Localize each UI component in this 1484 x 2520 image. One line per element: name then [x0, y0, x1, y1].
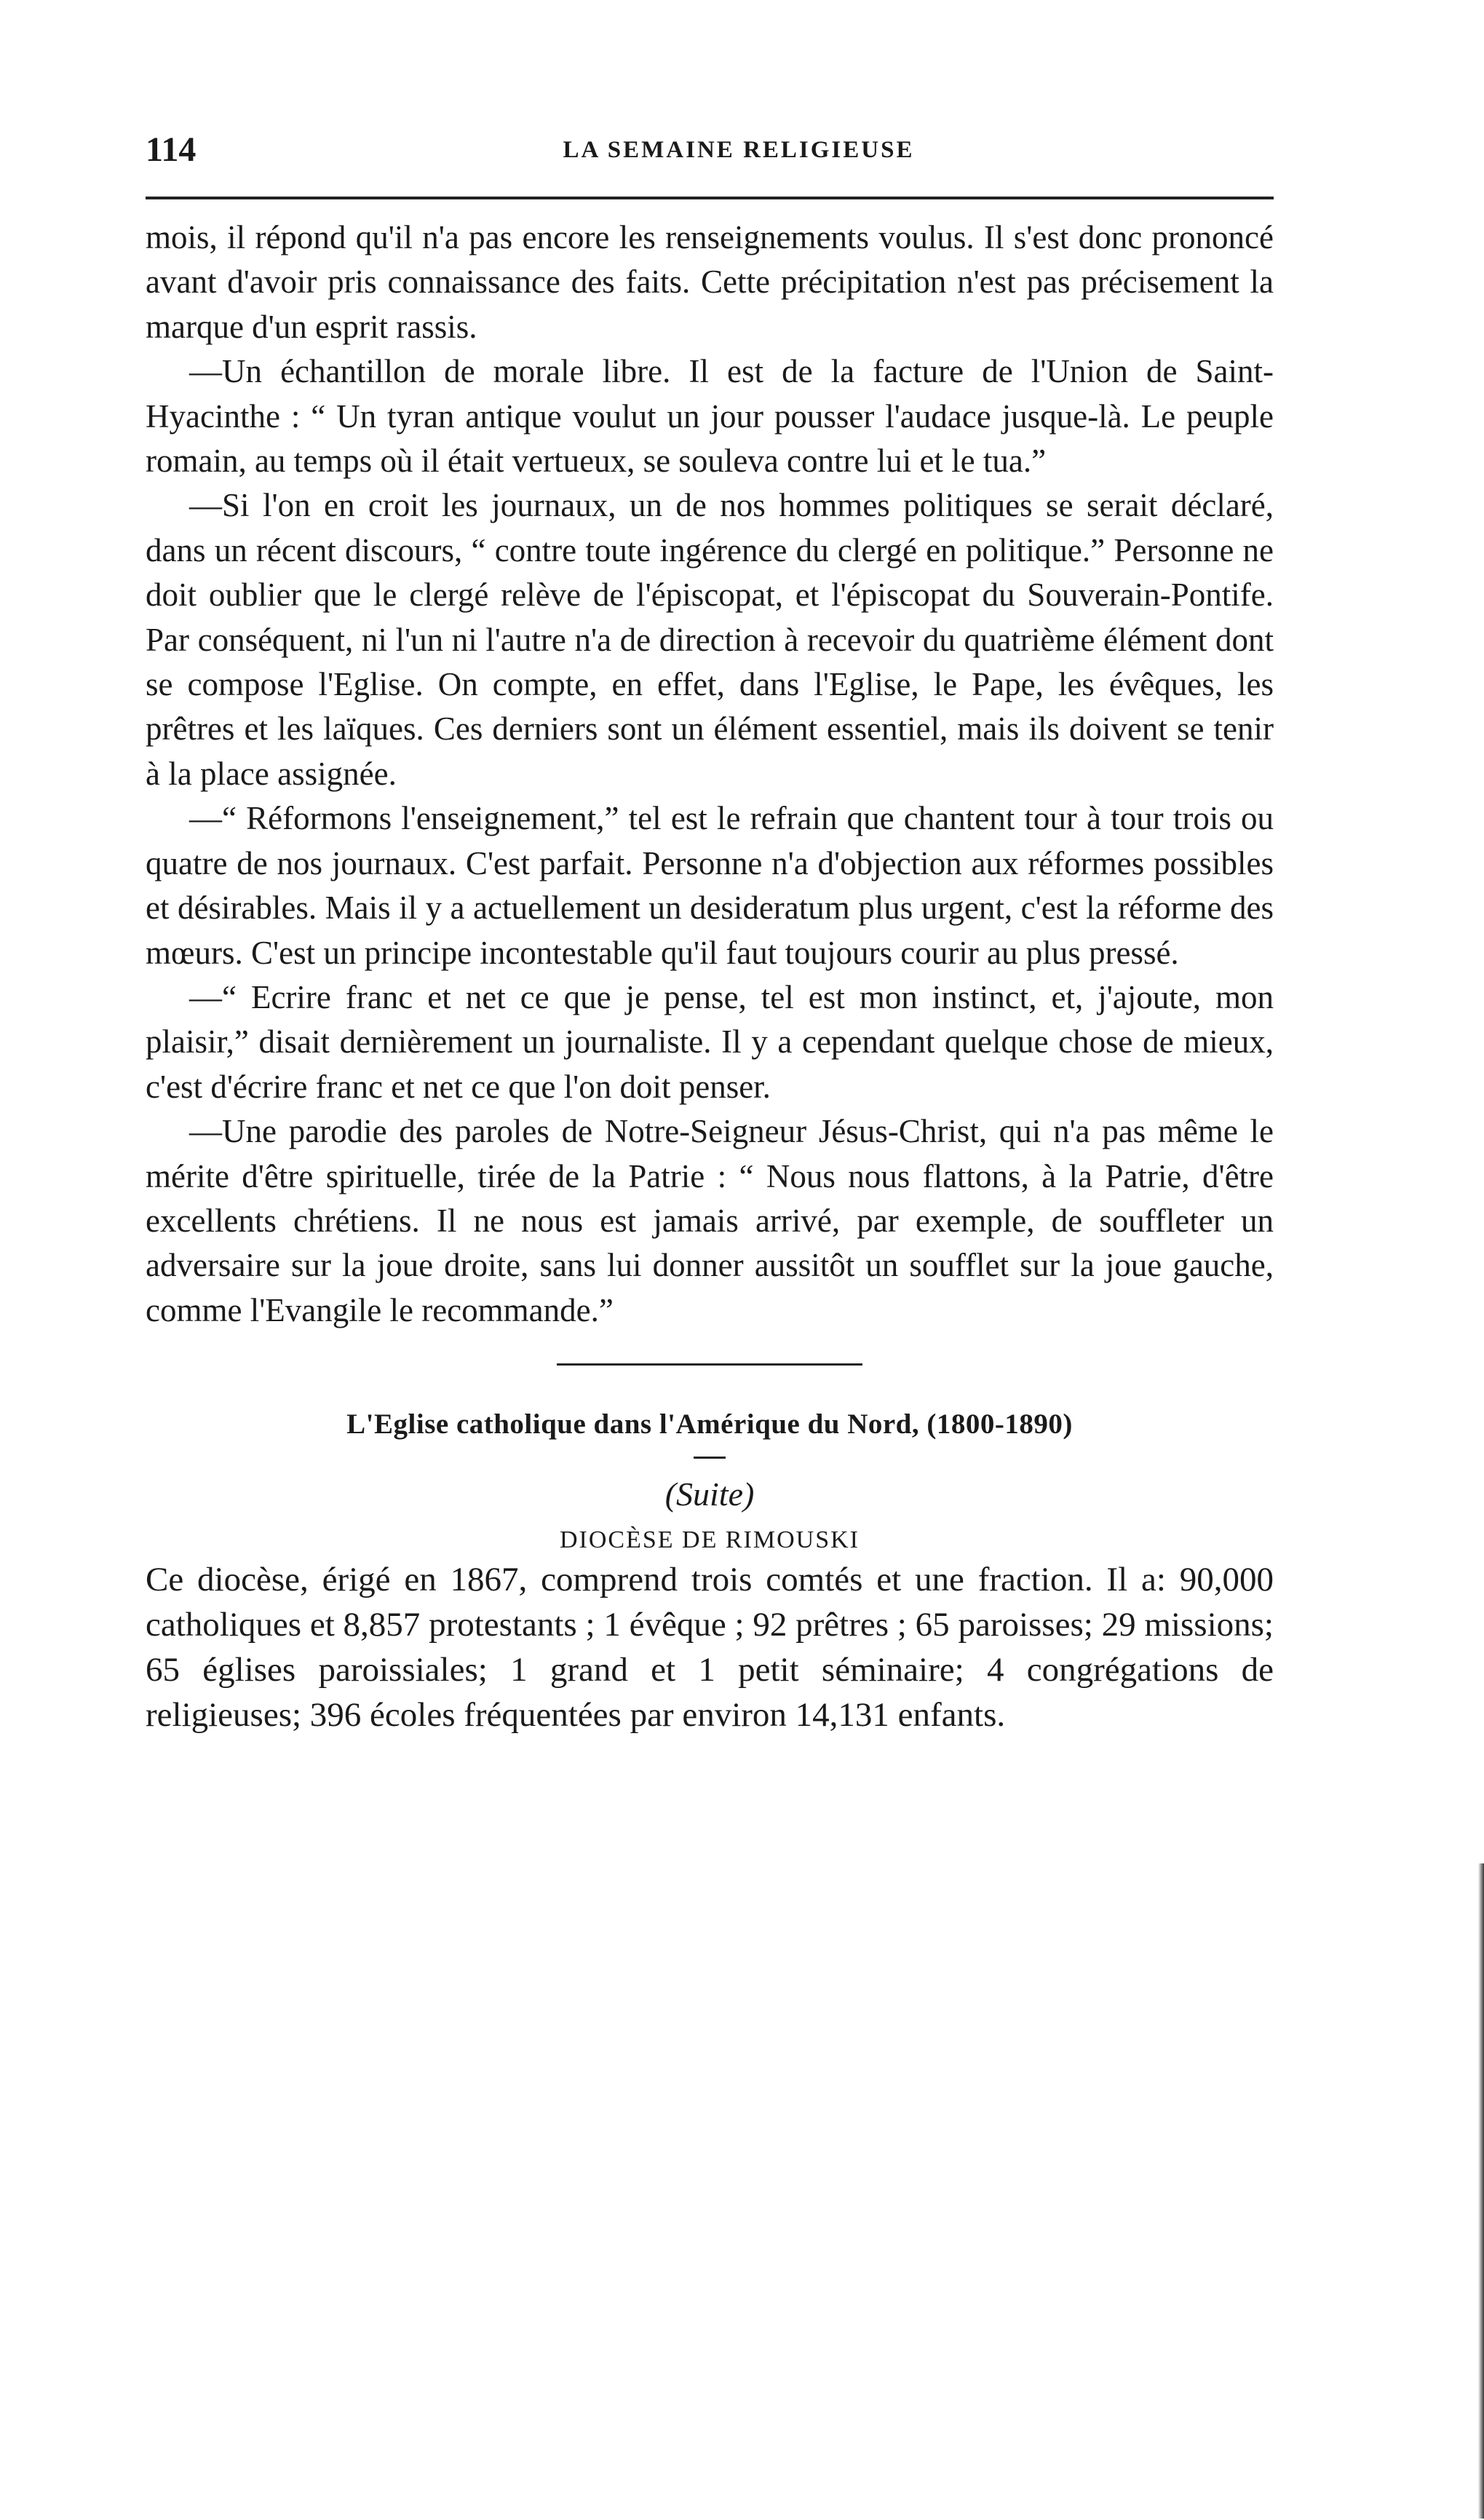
page-number: 114	[146, 130, 197, 169]
journal-title: LA SEMAINE RELIGIEUSE	[563, 137, 915, 163]
article-body	[146, 215, 1274, 1333]
paragraph: —Une parodie des paroles de Notre-Seigneur Jésus-Christ, qui n'a pas même le mérite d'être spirituelle, tirée de la Patrie : “ Nous nous flattons, à la Patrie, d'être excellents chrétiens. Il ne nous est jamais arrivé, par exemple, de souffleter un adversaire sur la joue droite, sans lui donner aussitôt un soufflet sur la joue gauche, comme l'Evangile le recommande.”	[146, 1113, 1274, 1328]
paragraph: Ce diocèse, érigé en 1867, comprend trois comtés et une fraction. Il a: 90,000 catholiques et 8,857 protestants ; 1 évêque ; 92 prêtres ; 65 paroisses; 29 missions; 65 églises paroissiales; 1 grand et 1 petit séminaire; 4 congrégations de religieuses; 396 écoles fréquentées par environ 14,131 enfants.	[146, 1561, 1274, 1735]
paragraph: mois, il répond qu'il n'a pas encore les renseignements voulus. Il s'est donc prononcé avant d'avoir pris connaissance des faits. Cette précipitation n'est pas précisement la marque d'un esprit rassis.	[146, 219, 1274, 345]
paragraph: —“ Réformons l'enseignement,” tel est le refrain que chantent tour à tour trois ou quatre de nos journaux. C'est parfait. Personne n'a d'objection aux réformes possibles et désirables. Mais il y a actuellement un desideratum plus urgent, c'est la réforme des mœurs. C'est un principe incontestable qu'il faut toujours courir au plus pressé.	[146, 800, 1274, 971]
diocese-body	[146, 1557, 1274, 1738]
section-subtitle: (Suite)	[664, 1475, 755, 1513]
section-divider	[557, 1363, 862, 1366]
running-head	[146, 109, 1274, 167]
paragraph: —Un échantillon de morale libre. Il est de la facture de l'Union de Saint-Hyacinthe : “ Un tyran antique voulut un jour pousser l'audace jusque-là. Le peuple romain, au temps où il était vertueux, se souleva contre lui et le tua.”	[146, 353, 1274, 480]
paragraph: —“ Ecrire franc et net ce que je pense, tel est mon instinct, et, j'ajoute, mon plaisir,” disait dernièrement un journaliste. Il y a cependant quelque chose de mieux, c'est d'écrire franc et net ce que l'on doit penser.	[146, 978, 1274, 1105]
header-rule	[146, 197, 1274, 199]
page	[146, 109, 1274, 1738]
paragraph: —Si l'on en croit les journaux, un de nos hommes politiques se serait déclaré, dans un récent discours, “ contre toute ingérence du clergé en politique.” Personne ne doit oublier que le clergé relève de l'épiscopat, et l'épiscopat du Souverain-Pontife. Par conséquent, ni l'un ni l'autre n'a de direction à recevoir du quatrième élément dont se compose l'Eglise. On compte, en effet, dans l'Eglise, le Pape, les évêques, les prêtres et les laïques. Ces derniers sont un élément essentiel, mais ils doivent se tenir à la place assignée.	[146, 487, 1274, 792]
scan-edge	[1478, 1863, 1484, 2519]
diocese-heading: DIOCÈSE DE RIMOUSKI	[560, 1526, 860, 1554]
section-title: L'Eglise catholique dans l'Amérique du Nord, (1800-1890)	[346, 1408, 1073, 1441]
title-dash	[694, 1457, 726, 1459]
